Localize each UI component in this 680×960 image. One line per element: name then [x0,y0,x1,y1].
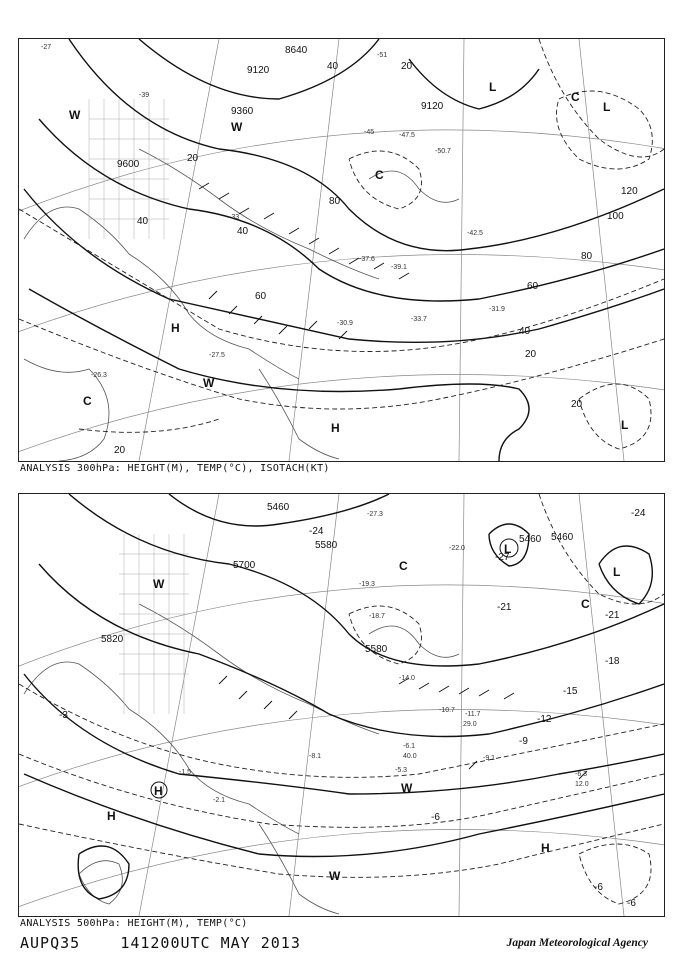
temp-label: -39 [139,92,150,99]
temp-label: -42.5 [467,230,483,237]
latlon-grid [19,494,664,916]
isotach-label: 100 [607,211,624,222]
isotach-label: 20 [114,445,126,456]
high-symbol: H [154,784,163,798]
temp-label: -27 [41,44,52,51]
isotherm-label: -24 [309,526,324,537]
valid-time: 141200UTC MAY 2013 [120,934,301,952]
station-value: 12.0 [575,781,589,788]
high-symbol: H [541,841,550,855]
station-value: -18.7 [369,613,385,620]
warm-symbol: W [153,577,165,591]
station-value: 40.0 [403,753,417,760]
isotach-label: 20 [525,349,537,360]
isotherm-label: -6 [594,882,603,893]
isotherm-label: -21 [605,610,620,621]
height-label: 5580 [315,540,338,551]
station-value: -5.3 [395,767,408,774]
height-label: 5460 [551,532,574,543]
cold-symbol: C [581,597,590,611]
isotach-label: 40 [327,61,339,72]
warm-symbol: W [329,869,341,883]
height-contours [24,39,664,461]
isotach-label: 40 [137,216,149,227]
height-label: 5460 [519,534,542,545]
caption-300hpa: ANALYSIS 300hPa: HEIGHT(M), TEMP(°C), ISOTACH(KT) [20,463,330,474]
warm-symbol: W [401,781,413,795]
temp-label: -39.1 [391,264,407,271]
height-label: 9120 [421,101,444,112]
station-value: -6.3 [575,771,588,778]
warm-symbol: W [231,120,243,134]
warm-symbol: W [69,108,81,122]
isotherm-label: -27 [495,552,510,563]
low-symbol: L [489,80,497,94]
agency-name: Japan Meteorological Agency [506,937,648,949]
isotherm-label: -6 [431,812,440,823]
station-value: -27.3 [367,511,383,518]
cold-symbol: C [571,90,580,104]
isotherm-label: -6 [627,898,636,909]
isotherm-label: -21 [497,602,512,613]
temp-label: -37.6 [359,256,375,263]
chart-header [20,934,301,952]
temp-label: -45 [364,129,375,136]
temp-label: -31.9 [489,306,505,313]
chart-id: AUPQ35 [20,934,81,952]
cold-symbol: C [83,394,92,408]
high-symbol: H [107,809,116,823]
station-value: 29.0 [463,721,477,728]
high-symbol: H [171,321,180,335]
map-panel-500hpa [18,493,665,917]
isotherm-label: -9 [519,736,528,747]
map-500hpa [19,494,664,916]
isotach-label: 60 [255,291,267,302]
cold-symbol: C [375,168,384,182]
isotach-label: 120 [621,186,638,197]
dashed-contours [19,494,664,904]
temp-label: -33.7 [411,316,427,323]
isotach-label: 20 [401,61,413,72]
height-label: 8640 [285,45,308,56]
height-label: 5700 [233,560,256,571]
isotach-label: 20 [571,399,583,410]
low-symbol: L [603,100,611,114]
wind-barbs [199,183,409,339]
station-value: -10.7 [439,707,455,714]
height-label: 9600 [117,159,140,170]
isotach-label: 40 [237,226,249,237]
isotherm-label: -12 [537,714,552,725]
height-label: 9360 [231,106,254,117]
height-label: 9120 [247,65,270,76]
station-value: -2.1 [213,797,226,804]
cold-symbol: C [399,559,408,573]
height-label: 5460 [267,502,290,513]
isotherm-label: -15 [563,686,578,697]
height-label: 5820 [101,634,124,645]
temp-label: -47.5 [399,132,415,139]
isotach-label: 20 [187,153,199,164]
height-label: 5580 [365,644,388,655]
station-value: -8.1 [309,753,322,760]
isotherm-label: -18 [605,656,620,667]
high-symbol: H [331,421,340,435]
temp-label: -27.5 [209,352,225,359]
temp-label: -50.7 [435,148,451,155]
station-value: -19.3 [359,581,375,588]
temp-label: -51 [377,52,388,59]
temp-label: -33 [229,214,240,221]
map-panel-300hpa [18,38,665,462]
station-value: -22.0 [449,545,465,552]
isotherm-label: -24 [631,508,646,519]
temp-label: -30.9 [337,320,353,327]
isotach-label: 80 [329,196,341,207]
dashed-contours [19,39,664,449]
isotach-label: 80 [581,251,593,262]
latlon-grid [19,39,664,461]
station-value: -14.0 [399,675,415,682]
station-value: -6.1 [403,743,416,750]
low-symbol: L [621,418,629,432]
hatched-region [119,534,189,714]
isotach-label: 60 [527,281,539,292]
station-value: -11.7 [465,711,481,718]
temp-label: -26.3 [91,372,107,379]
station-value: -9.1 [483,755,496,762]
station-value: -1.5 [179,769,192,776]
wind-barbs [219,676,587,779]
caption-500hpa: ANALYSIS 500hPa: HEIGHT(M), TEMP(°C) [20,918,248,929]
low-symbol: L [504,542,512,556]
low-symbol: L [613,565,621,579]
warm-symbol: W [203,376,215,390]
isotherm-label: -3 [59,710,68,721]
map-300hpa [19,39,664,461]
isotach-label: 40 [519,326,531,337]
